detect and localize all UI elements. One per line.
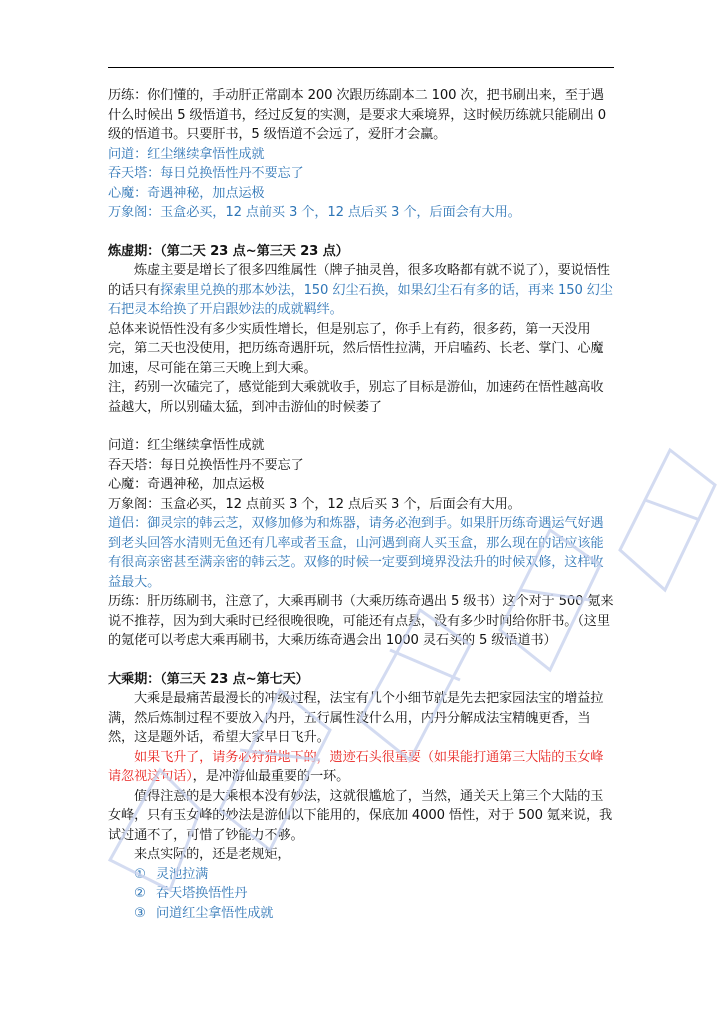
list-item	[108, 904, 616, 924]
lianxu-note: 注，药别一次磕完了，感觉能到大乘就收手，别忘了目标是游仙，加速药在悟性越高收益越大，所以别磕太猛，到冲击游仙的时候萎了	[108, 380, 604, 415]
list-number: ③	[134, 905, 146, 921]
list-item	[108, 884, 616, 904]
dacheng-warning-tail: ，是冲游仙最重要的一环。	[192, 769, 350, 784]
list-item	[108, 865, 616, 885]
item-xinmo-2: 心魔：奇遇神秘，加点运极	[108, 477, 265, 492]
list-text: 灵池拉满	[156, 866, 209, 882]
watermark-stroke	[620, 450, 715, 590]
item-wendao: 问道：红尘继续拿悟性成就	[108, 146, 265, 162]
list-number: ②	[134, 886, 146, 901]
item-xinmo: 心魔：奇遇神秘，加点运极	[108, 185, 265, 201]
dacheng-warning	[108, 748, 616, 787]
dacheng-warning-red: 如果飞升了，请务必狩猎地下的，遗迹石头很重要（如果能打通第三大陆的玉女峰请忽视这句话）	[108, 749, 604, 784]
item-tuntianta-2: 吞天塔：每日兑换悟性丹不要忘了	[108, 457, 304, 473]
lianxu-summary: 总体来说悟性没有多少实质性增长，但是别忘了，你手上有药，很多药，第一天没用完，第二天也没使用，把历练奇遇肝玩，然后悟性拉满，开启嗑药、长老、掌门、心魔加速，尽可能在第三天晚上到大乘。	[108, 321, 604, 376]
lianxu-intro-text: 炼虚主要是增长了很多四维属性（牌子抽灵兽，很多攻略都有就不说了），要说悟性的话只有	[108, 263, 610, 298]
lilian-paragraph: 历练：你们懂的，手动肝正常副本 200 次跟历练副本二 100 次，把书刷出来，至于遇什么时候出 5 级悟道书，经过反复的实测，是要求大乘境界，这时候历练就只能刷出 0 级的悟道书。只要肝书，5 级悟道不会远了，爱肝才会赢。	[108, 88, 606, 142]
list-number: ①	[134, 866, 146, 882]
item-wendao-2: 问道：红尘继续拿悟性成就	[108, 438, 265, 453]
item-wanxiangge-2: 万象阁：玉盒必买，12 点前买 3 个，12 点后买 3 个，后面会有大用。	[108, 496, 521, 512]
daolv-paragraph: 道侣：御灵宗的韩云芝，双修加修为和炼器，请务必泡到手。如果肝历练奇遇运气好遇到老头回答水清则无鱼还有几率或者玉盒，山河遇到商人买玉盒，那么现在的话应该能有很高亲密甚至满亲密的韩云芝。双修的时候一定要到境界没法升的时候双修，这样收益最大。	[108, 516, 604, 590]
lilian-paragraph-2: 历练：肝历练刷书，注意了，大乘再刷书（大乘历练奇遇出 5 级书）这个对于 500 氪来说不推荐，因为到大乘时已经很晚很晚，可能还有点悬，没有多少时间给你肝书。（这里的氪佬可以考虑大乘再刷书，大乘历练奇遇会出 1000 灵石买的 5 级悟道书）	[108, 594, 614, 648]
list-text: 吞天塔换悟性丹	[156, 886, 248, 901]
section-heading-lianxu: 炼虚期：（第二天 23 点~第三天 23 点）	[108, 243, 349, 259]
lianxu-intro	[108, 261, 616, 320]
section-heading-dacheng: 大乘期：（第三天 23 点~第七天）	[108, 671, 309, 687]
list-text: 问道红尘拿悟性成就	[156, 905, 274, 921]
header-rule	[108, 67, 614, 68]
dacheng-practical: 来点实际的，还是老规矩，	[134, 847, 291, 862]
dacheng-note: 值得注意的是大乘根本没有妙法，这就很尴尬了，当然，通关天上第三个大陆的玉女峰，只有玉女峰的妙法是游仙以下能用的，保底加 4000 悟性，对于 500 氪来说，我试过通不了，可惜了钞能力不够。	[108, 788, 613, 843]
lianxu-intro-highlight: 探索里兑换的那本妙法，150 幻尘石换，如果幻尘石有多的话，再来 150 幻尘石把灵本给换了开启跟妙法的成就羁绊。	[108, 282, 613, 317]
document-body	[108, 86, 616, 923]
item-tuntianta: 吞天塔：每日兑换悟性丹不要忘了	[108, 166, 304, 181]
dacheng-intro: 大乘是最痛苦最漫长的冲级过程，法宝有几个小细节就是先去把家园法宝的增益拉满，然后炼制过程不要放入内丹，五行属性没什么用，内丹分解成法宝精魄更香，当然，这是题外话，希望大家早日飞升。	[108, 691, 604, 745]
item-wanxiangge: 万象阁：玉盒必买，12 点前买 3 个，12 点后买 3 个，后面会有大用。	[108, 205, 521, 220]
watermark-stroke	[645, 500, 700, 520]
